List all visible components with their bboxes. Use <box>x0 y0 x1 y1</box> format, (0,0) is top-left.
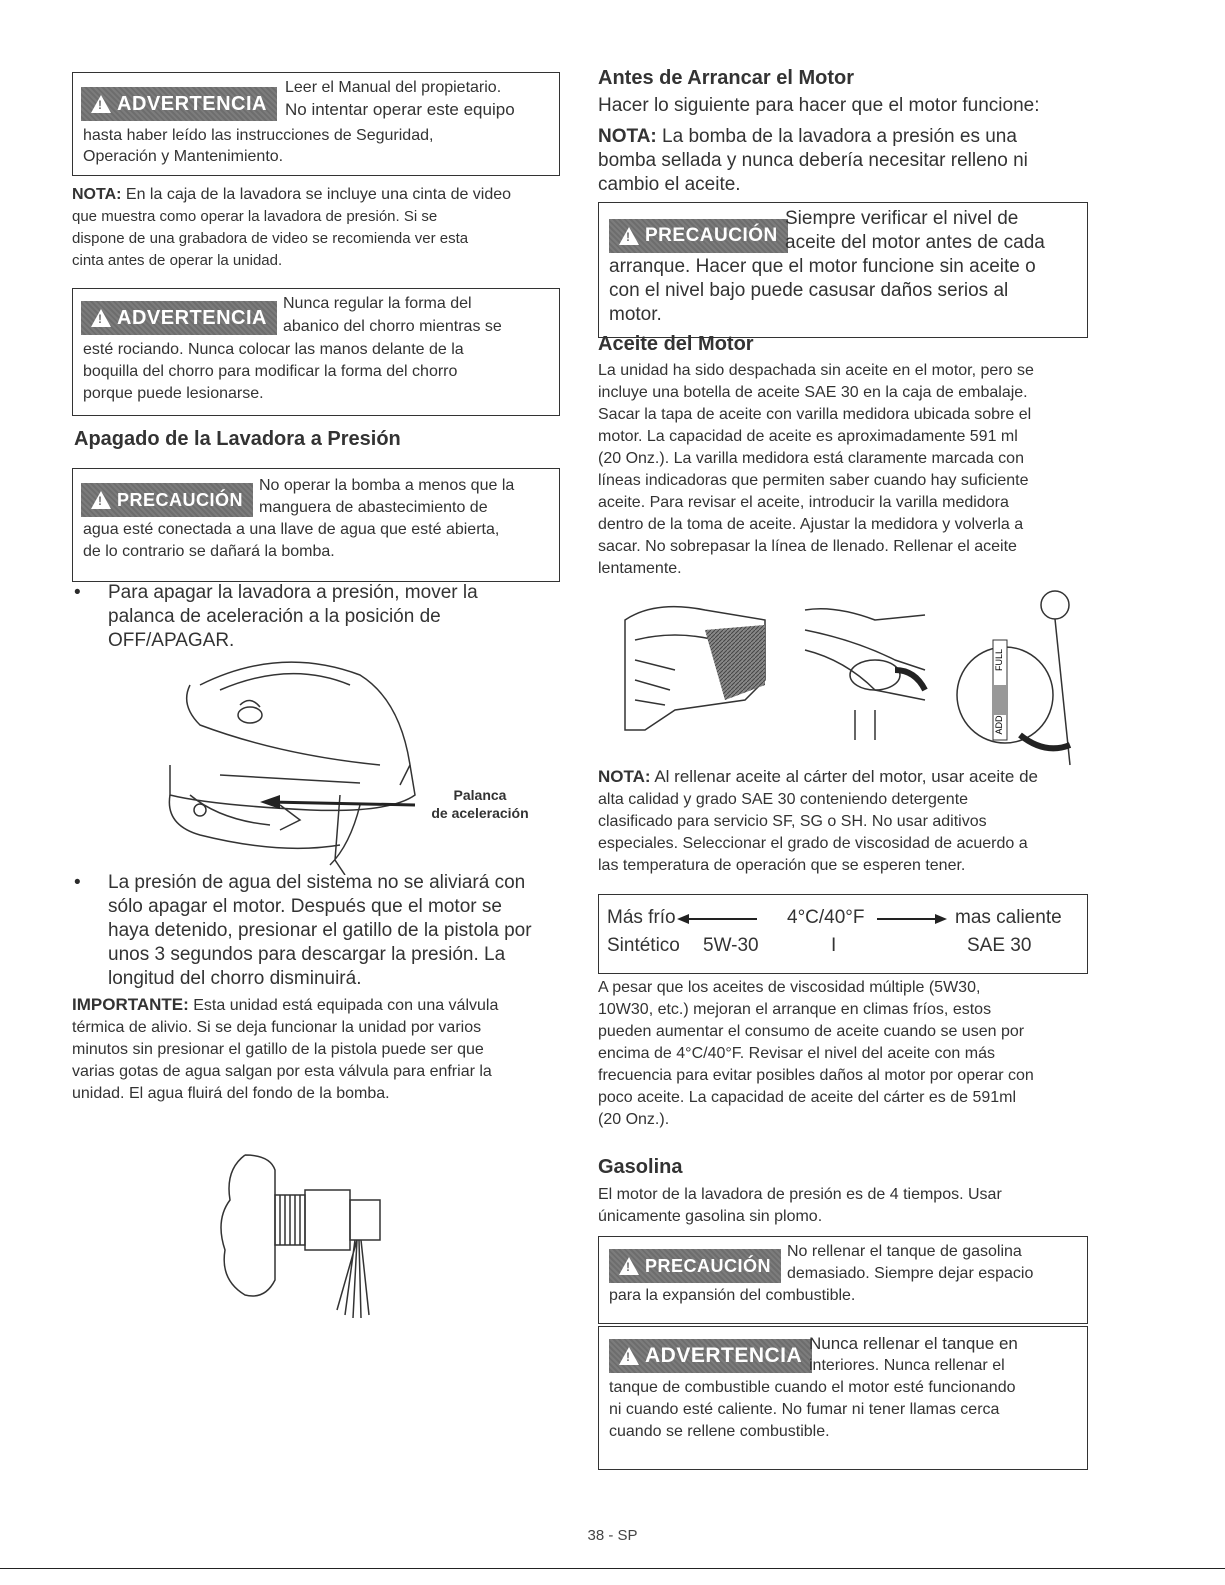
bullet-dot-icon: • <box>74 582 81 603</box>
oil-synthetic-label: Sintético <box>607 935 680 956</box>
nota-line: las temperatura de operación que se esperen tener. <box>598 857 966 874</box>
nota-text: En la caja de la lavadora se incluye una cinta de video <box>121 186 512 203</box>
nota-line: dispone de una grabadora de video se recomienda ver esta <box>72 230 469 247</box>
gasolina-line: El motor de la lavadora de presión es de 4 tiempos. Usar <box>598 1186 1002 1203</box>
caution-box-pump <box>72 468 560 582</box>
caution-text: arranque. Hacer que el motor funcione sin aceite o <box>609 256 1036 277</box>
warning-triangle-icon <box>619 1347 639 1365</box>
engine-oil-fill-illustration <box>615 590 775 740</box>
bullet-text: haya detenido, presionar el gatillo de la pistola por <box>108 920 532 941</box>
advertencia-badge <box>81 301 277 335</box>
badge-label: PRECAUCIÓN <box>645 1255 772 1276</box>
warning-triangle-icon <box>619 227 639 245</box>
nota-line <box>72 184 511 206</box>
oil-temp-label: 4°C/40°F <box>787 907 865 928</box>
warning-triangle-icon <box>91 309 111 327</box>
bullet-text: La presión de agua del sistema no se aliviará con <box>108 872 526 893</box>
caution-text: manguera de abastecimiento de <box>259 499 488 516</box>
dipstick-illustration <box>950 585 1090 775</box>
relief-valve-illustration <box>205 1150 395 1330</box>
warning-text: tanque de combustible cuando el motor esté funcionando <box>609 1379 1016 1396</box>
badge-label: PRECAUCIÓN <box>645 225 778 246</box>
heading-apagado: Apagado de la Lavadora a Presión <box>74 428 401 450</box>
warning-text: porque puede lesionarse. <box>83 385 264 402</box>
apesar-line: A pesar que los aceites de viscosidad múltiple (5W30, <box>598 979 981 996</box>
warning-text: boquilla del chorro para modificar la forma del chorro <box>83 363 458 380</box>
warning-text: Nunca regular la forma del <box>283 295 472 312</box>
warning-text: Operación y Mantenimiento. <box>83 148 284 165</box>
warning-box-manual <box>72 72 560 176</box>
bullet-text: longitud del chorro disminuirá. <box>108 968 362 989</box>
oil-grade-sae30: SAE 30 <box>967 935 1032 956</box>
aceite-line: dentro de la toma de aceite. Ajustar la medidora y volverla a <box>598 516 1024 533</box>
advertencia-badge <box>609 1339 812 1373</box>
oil-viscosity-table <box>598 894 1088 974</box>
caution-text: agua esté conectada a una llave de agua que esté abierta, <box>83 521 500 538</box>
importante-line: minutos sin presionar el gatillo de la pistola puede ser que <box>72 1041 484 1058</box>
aceite-line: La unidad ha sido despachada sin aceite en el motor, pero se <box>598 362 1034 379</box>
caution-text: motor. <box>609 304 662 325</box>
warning-box-fuel <box>598 1326 1088 1470</box>
apesar-line: 10W30, etc.) mejoran el arranque en climas fríos, estos <box>598 1001 992 1018</box>
bullet-text: unos 3 segundos para descargar la presión. La <box>108 944 506 965</box>
aceite-line: (20 Onz.). La varilla medidora está claramente marcada con <box>598 450 1024 467</box>
badge-label: ADVERTENCIA <box>117 92 267 115</box>
warning-text: abanico del chorro mientras se <box>283 318 502 335</box>
nota-line: bomba sellada y nunca debería necesitar relleno ni <box>598 150 1028 171</box>
nota-text: La bomba de la lavadora a presión es una <box>656 126 1017 147</box>
caution-text: para la expansión del combustible. <box>609 1287 856 1304</box>
nota-line <box>598 125 1017 149</box>
warning-text: interiores. Nunca rellenar el <box>809 1357 1005 1374</box>
dipstick-add-label: ADD <box>994 715 1004 735</box>
caution-text: demasiado. Siempre dejar espacio <box>787 1265 1034 1282</box>
warning-text: Nunca rellenar el tanque en <box>809 1334 1018 1353</box>
warning-triangle-icon <box>619 1257 639 1275</box>
dipstick-full-label: FULL <box>994 648 1004 672</box>
aceite-line: aceite. Para revisar el aceite, introducir la varilla medidora <box>598 494 1009 511</box>
aceite-line: lentamente. <box>598 560 682 577</box>
precaucion-badge <box>609 1249 781 1283</box>
page-number: 38 - SP <box>587 1527 638 1544</box>
warning-text: Leer el Manual del propietario. <box>285 79 502 96</box>
heading-gasolina: Gasolina <box>598 1156 683 1178</box>
nota-line: alta calidad y grado SAE 30 conteniendo detergente <box>598 791 969 808</box>
nota-line: que muestra como operar la lavadora de presión. Si se <box>72 208 438 225</box>
aceite-line: líneas indicadoras que permiten saber cuando hay suficiente <box>598 472 1029 489</box>
bullet-dot-icon: • <box>74 872 81 893</box>
antes-text: Hacer lo siguiente para hacer que el motor funcione: <box>598 95 1040 116</box>
apesar-line: poco aceite. La capacidad de aceite del cárter es de 591ml <box>598 1089 1017 1106</box>
caution-text: Siempre verificar el nivel de <box>785 208 1019 229</box>
caution-text: aceite del motor antes de cada <box>785 232 1045 253</box>
apesar-line: frecuencia para evitar posibles daños al motor por operar con <box>598 1067 1034 1084</box>
warning-text: esté rociando. Nunca colocar las manos delante de la <box>83 341 464 358</box>
bullet-text: Para apagar la lavadora a presión, mover la <box>108 582 478 603</box>
bullet-text: palanca de aceleración a la posición de <box>108 606 441 627</box>
bullet-text: OFF/APAGAR. <box>108 630 235 651</box>
nota-label: NOTA: <box>598 126 657 147</box>
caution-box-fuel <box>598 1236 1088 1324</box>
caution-text: de lo contrario se dañará la bomba. <box>83 543 335 560</box>
precaucion-badge <box>609 219 788 253</box>
oil-cap-removal-illustration <box>795 600 935 740</box>
caution-text: No operar la bomba a menos que la <box>259 477 515 494</box>
nota-line: clasificado para servicio SF, SG o SH. No usar aditivos <box>598 813 987 830</box>
warning-text: cuando se rellene combustible. <box>609 1423 830 1440</box>
apesar-line: pueden aumentar el consumo de aceite cuando se usen por <box>598 1023 1025 1040</box>
badge-label: ADVERTENCIA <box>117 306 267 329</box>
oil-separator: I <box>831 935 837 956</box>
throttle-label: Palanca <box>453 787 507 803</box>
warning-triangle-icon <box>91 491 111 509</box>
nota-line: cinta antes de operar la unidad. <box>72 252 283 269</box>
aceite-line: sacar. No sobrepasar la línea de llenado. Rellenar el aceite <box>598 538 1017 555</box>
importante-text: Esta unidad está equipada con una válvula <box>188 997 499 1014</box>
throttle-lever-illustration <box>160 645 460 875</box>
oil-hot-label: mas caliente <box>955 907 1062 928</box>
warning-box-spray <box>72 288 560 416</box>
nota-label: NOTA: <box>598 767 651 786</box>
nota-line: cambio el aceite. <box>598 174 741 195</box>
apesar-line: (20 Onz.). <box>598 1111 670 1128</box>
oil-cold-label: Más frío <box>607 907 676 928</box>
nota-text: Al rellenar aceite al cárter del motor, usar aceite de <box>650 767 1038 786</box>
badge-label: ADVERTENCIA <box>645 1344 803 1367</box>
importante-line: unidad. El agua fluirá del fondo de la bomba. <box>72 1085 390 1102</box>
aceite-line: incluye una botella de aceite SAE 30 en la caja de embalaje. <box>598 384 1028 401</box>
heading-antes: Antes de Arrancar el Motor <box>598 67 854 89</box>
caution-text: con el nivel bajo puede casusar daños serios al <box>609 280 1009 301</box>
nota-line <box>598 766 1038 788</box>
warning-triangle-icon <box>91 95 111 113</box>
gasolina-line: únicamente gasolina sin plomo. <box>598 1208 823 1225</box>
warning-text: hasta haber leído las instrucciones de Seguridad, <box>83 127 434 144</box>
warning-text: ni cuando esté caliente. No fumar ni tener llamas cerca <box>609 1401 1000 1418</box>
aceite-line: Sacar la tapa de aceite con varilla medidora ubicada sobre el <box>598 406 1032 423</box>
caution-box-oil-level <box>598 202 1088 338</box>
caution-text: No rellenar el tanque de gasolina <box>787 1243 1022 1260</box>
nota-label: NOTA: <box>72 186 122 203</box>
importante-line: varias gotas de agua salgan por esta válvula para enfriar la <box>72 1063 492 1080</box>
heading-aceite: Aceite del Motor <box>598 333 754 355</box>
aceite-line: motor. La capacidad de aceite es aproximadamente 591 ml <box>598 428 1018 445</box>
advertencia-badge <box>81 87 277 121</box>
nota-line: especiales. Seleccionar el grado de viscosidad de acuerdo a <box>598 835 1028 852</box>
arrow-right-icon <box>877 913 947 925</box>
bottom-rule <box>0 1568 1225 1569</box>
throttle-label: de aceleración <box>431 805 529 821</box>
arrow-left-icon <box>677 913 757 925</box>
importante-line <box>72 994 498 1017</box>
importante-line: térmica de alivio. Si se deja funcionar la unidad por varios <box>72 1019 482 1036</box>
importante-label: IMPORTANTE: <box>72 995 189 1014</box>
warning-text: No intentar operar este equipo <box>285 100 515 119</box>
oil-grade-5w30: 5W-30 <box>703 935 759 956</box>
badge-label: PRECAUCIÓN <box>117 489 244 510</box>
apesar-line: encima de 4°C/40°F. Revisar el nivel del aceite con más <box>598 1045 995 1062</box>
precaucion-badge <box>81 483 253 517</box>
bullet-text: sólo apagar el motor. Después que el motor se <box>108 896 502 917</box>
